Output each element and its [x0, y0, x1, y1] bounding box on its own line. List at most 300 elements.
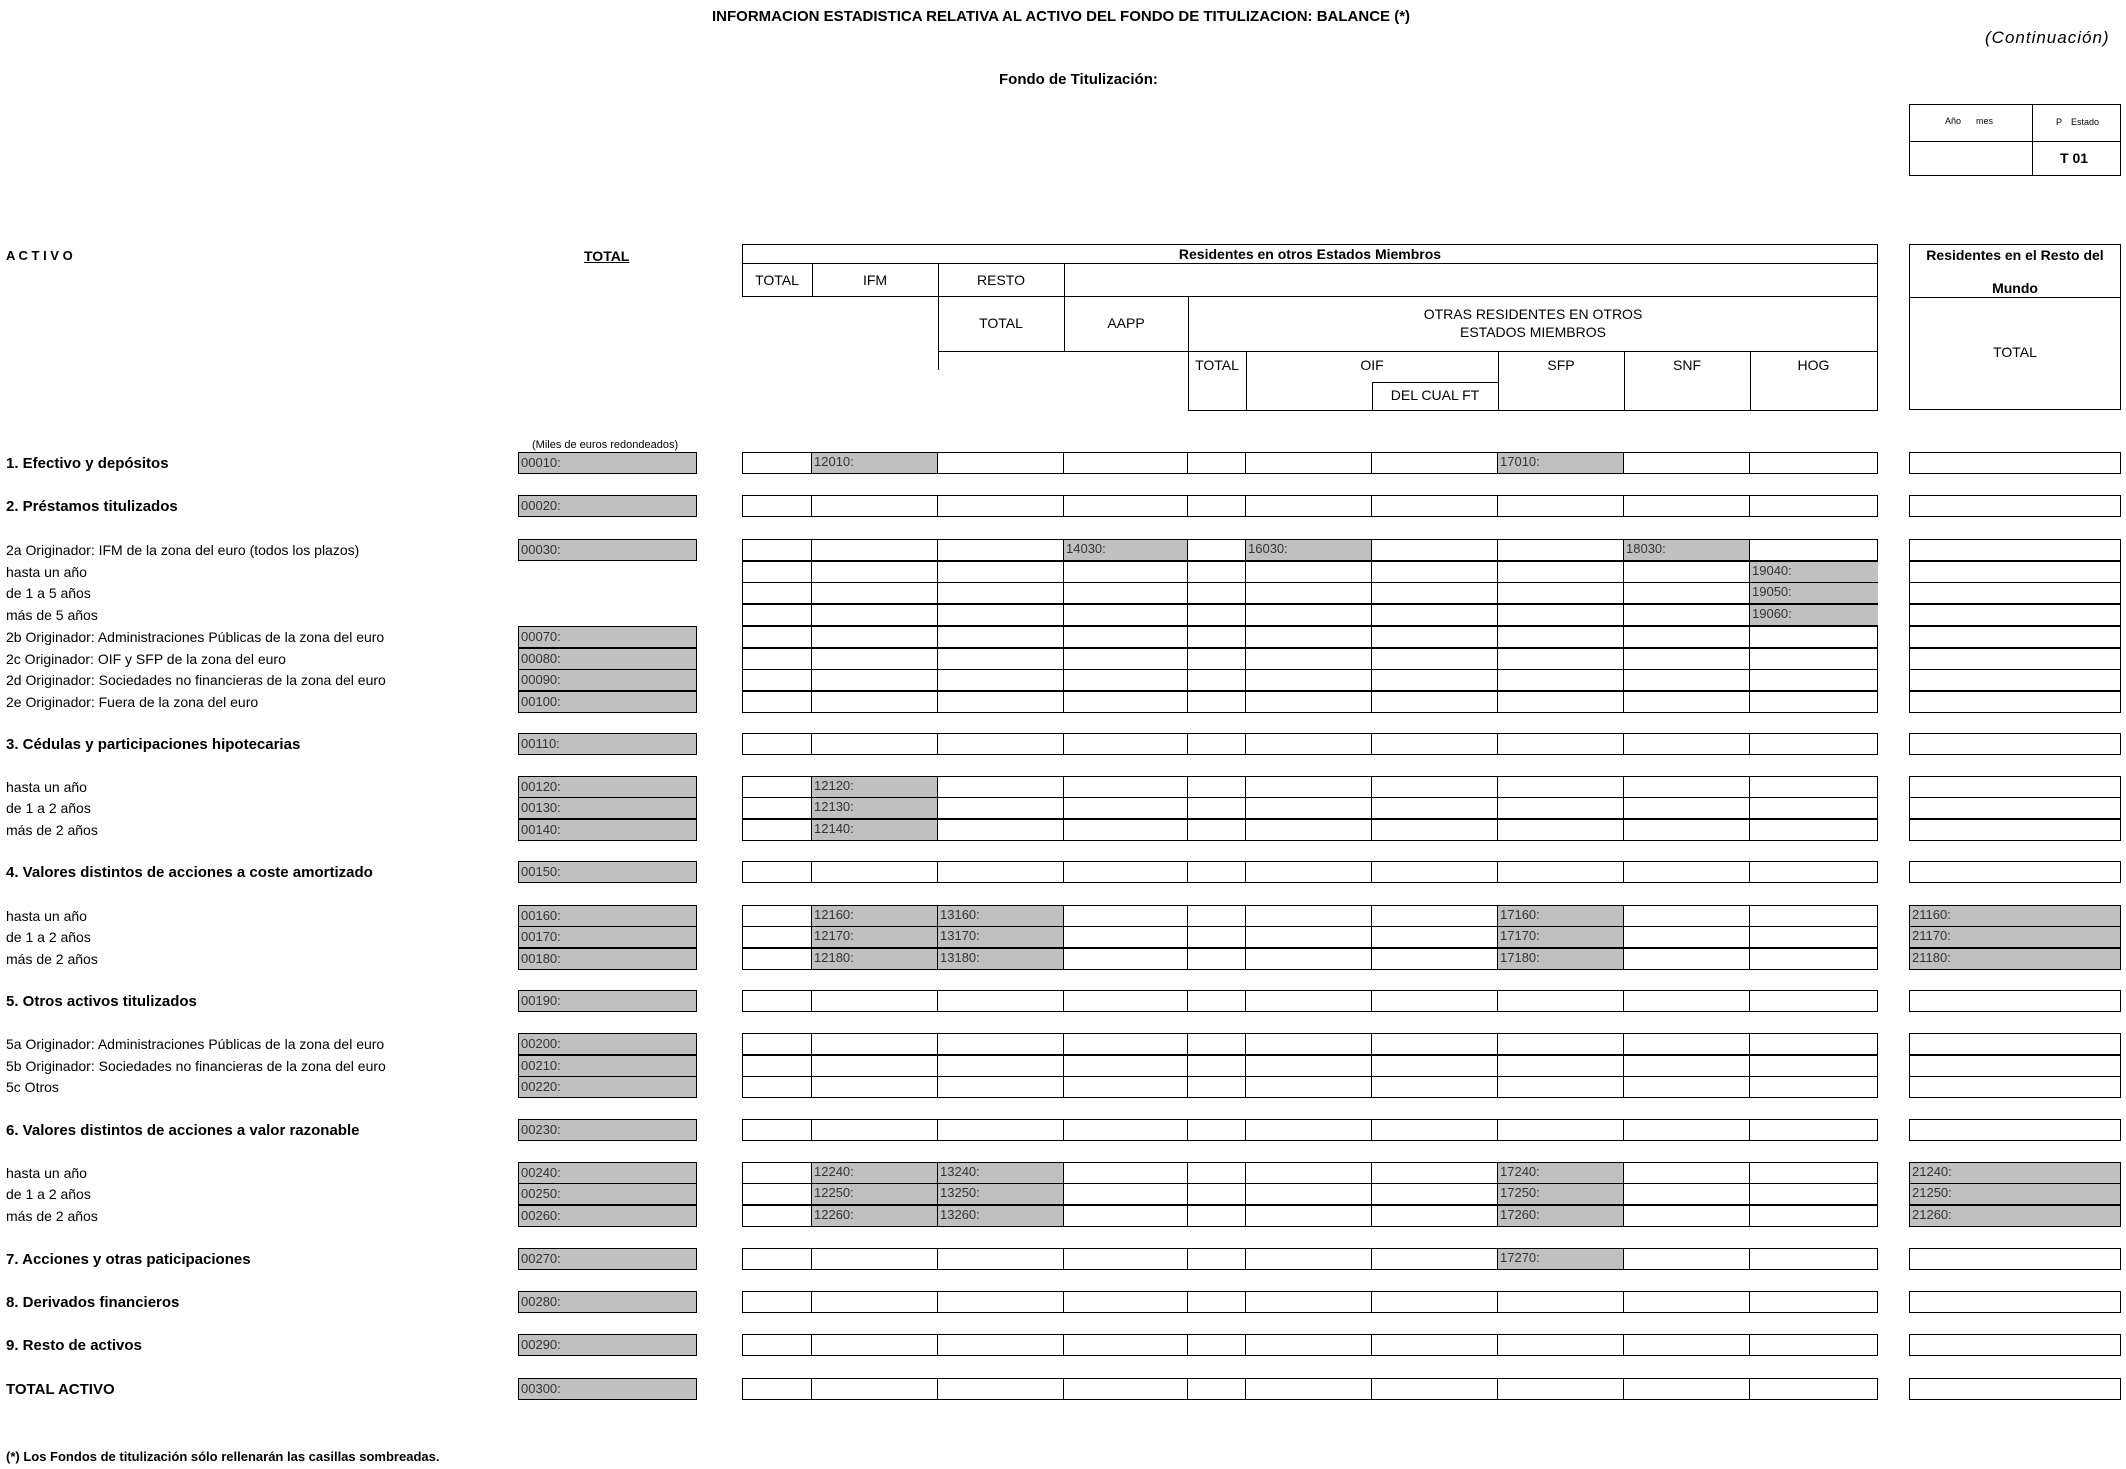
grid-cell	[1624, 692, 1750, 712]
cell-code: 17170:	[1500, 928, 1540, 943]
grid-cell	[1498, 627, 1624, 647]
grid-cell	[1372, 649, 1498, 669]
grid-cell	[938, 862, 1064, 882]
grid-cell	[1498, 1335, 1624, 1355]
rest-world-input[interactable]: 21180:	[1909, 948, 2121, 970]
cell-code: 16030:	[1248, 541, 1288, 556]
grid-cell	[812, 670, 938, 690]
total-code-field[interactable]: 00160:	[518, 905, 697, 927]
grid-cell	[1498, 798, 1624, 818]
grid-cell	[1246, 1335, 1372, 1355]
input-cell[interactable]	[938, 1163, 1064, 1183]
grid-cell	[1372, 627, 1498, 647]
table-row	[742, 1205, 1878, 1227]
input-cell[interactable]	[812, 798, 938, 818]
grid-cell	[938, 991, 1064, 1011]
grid-cell	[1246, 670, 1372, 690]
row-label: más de 5 años	[6, 607, 98, 623]
cell-code: 19060:	[1752, 606, 1792, 621]
grid-cell	[1372, 453, 1498, 473]
rest-world-cell	[1909, 797, 2121, 819]
input-cell[interactable]	[1498, 949, 1624, 969]
row-label: 2d Originador: Sociedades no financieras de la zona del euro	[6, 672, 386, 688]
total-code-field[interactable]: 00280:	[518, 1291, 697, 1313]
grid-cell	[1188, 1034, 1246, 1054]
residentes-header	[742, 244, 1878, 410]
grid-cell	[1750, 734, 1878, 754]
rest-world-input[interactable]: 21250:	[1909, 1183, 2121, 1205]
grid-cell	[1498, 562, 1624, 582]
col-otras-l2: ESTADOS MIEMBROS	[1460, 324, 1606, 340]
total-code-field[interactable]: 00130:	[518, 797, 697, 819]
grid-cell	[812, 627, 938, 647]
grid-cell	[1750, 496, 1878, 516]
grid-cell	[1246, 605, 1372, 625]
cell-code: 12250:	[814, 1185, 854, 1200]
month-label: mes	[1976, 116, 1994, 126]
grid-cell	[1246, 1379, 1372, 1399]
grid-cell	[812, 583, 938, 603]
total-code-field[interactable]: 00190:	[518, 990, 697, 1012]
cell-code: 12180:	[814, 950, 854, 965]
grid-cell	[1372, 1206, 1498, 1226]
grid-cell	[1624, 1292, 1750, 1312]
input-cell[interactable]	[812, 820, 938, 840]
grid-cell	[1750, 1335, 1878, 1355]
grid-cell	[812, 496, 938, 516]
grid-cell	[1498, 649, 1624, 669]
table-row	[742, 926, 1878, 948]
grid-cell	[812, 1249, 938, 1269]
cell-code: 12260:	[814, 1207, 854, 1222]
grid-cell	[1188, 927, 1246, 947]
grid-cell	[1246, 1184, 1372, 1204]
grid-cell	[742, 496, 812, 516]
total-code-field[interactable]: 00300:	[518, 1378, 697, 1400]
grid-cell	[742, 1379, 812, 1399]
input-cell[interactable]	[812, 1184, 938, 1204]
rest-world-cell	[1909, 691, 2121, 713]
input-cell[interactable]	[938, 906, 1064, 926]
grid-cell	[812, 1034, 938, 1054]
grid-cell	[1498, 583, 1624, 603]
grid-cell	[742, 734, 812, 754]
input-cell[interactable]	[1498, 1163, 1624, 1183]
grid-cell	[1188, 1120, 1246, 1140]
row-label: 5b Originador: Sociedades no financieras de la zona del euro	[6, 1058, 386, 1074]
grid-cell	[742, 1206, 812, 1226]
grid-cell	[1498, 1292, 1624, 1312]
grid-cell	[1624, 820, 1750, 840]
table-row	[742, 1291, 1878, 1313]
input-cell[interactable]	[938, 1184, 1064, 1204]
page-title: INFORMACION ESTADISTICA RELATIVA AL ACTIVO DEL FONDO DE TITULIZACION: BALANCE (*)	[712, 8, 1411, 25]
total-code-field[interactable]: 00220:	[518, 1076, 697, 1098]
grid-cell	[742, 1184, 812, 1204]
grid-cell	[1498, 1056, 1624, 1076]
total-code-field[interactable]: 00120:	[518, 776, 697, 798]
cell-code: 12240:	[814, 1164, 854, 1179]
total-code-field[interactable]: 00070:	[518, 626, 697, 648]
grid-cell	[742, 1249, 812, 1269]
total-code-field[interactable]: 00270:	[518, 1248, 697, 1270]
grid-cell	[812, 692, 938, 712]
grid-cell	[938, 798, 1064, 818]
input-cell[interactable]	[1750, 562, 1878, 582]
grid-cell	[1246, 583, 1372, 603]
grid-cell	[1064, 798, 1188, 818]
grid-cell	[1246, 1077, 1372, 1097]
grid-cell	[742, 583, 812, 603]
section-label: 7. Acciones y otras paticipaciones	[6, 1251, 251, 1268]
grid-cell	[742, 798, 812, 818]
grid-cell	[1750, 627, 1878, 647]
input-cell[interactable]	[812, 927, 938, 947]
input-cell[interactable]	[1624, 540, 1750, 560]
table-row	[742, 990, 1878, 1012]
grid-cell	[742, 949, 812, 969]
table-row	[742, 1162, 1878, 1184]
total-code-field[interactable]: 00180:	[518, 948, 697, 970]
grid-cell	[1372, 1379, 1498, 1399]
grid-cell	[1188, 1206, 1246, 1226]
input-cell[interactable]	[812, 1163, 938, 1183]
table-row	[742, 776, 1878, 798]
grid-cell	[1188, 906, 1246, 926]
input-cell[interactable]	[938, 949, 1064, 969]
section-label: 6. Valores distintos de acciones a valor razonable	[6, 1122, 360, 1139]
table-row	[742, 1076, 1878, 1098]
grid-cell	[1372, 583, 1498, 603]
grid-cell	[1188, 453, 1246, 473]
table-row	[742, 604, 1878, 626]
cell-code: 12170:	[814, 928, 854, 943]
col-del-cual-ft: DEL CUAL FT	[1390, 387, 1480, 403]
grid-cell	[1246, 862, 1372, 882]
total-code-field[interactable]: 00090:	[518, 669, 697, 691]
input-cell[interactable]	[1750, 583, 1878, 603]
total-code-field[interactable]: 00110:	[518, 733, 697, 755]
grid-cell	[1246, 1249, 1372, 1269]
col-aapp: AAPP	[1107, 315, 1145, 331]
grid-cell	[1246, 906, 1372, 926]
total-code-field[interactable]: 00260:	[518, 1205, 697, 1227]
grid-cell	[1624, 906, 1750, 926]
grid-cell	[1246, 734, 1372, 754]
row-label: 2b Originador: Administraciones Públicas de la zona del euro	[6, 629, 385, 645]
total-code-field[interactable]: 00080:	[518, 648, 697, 670]
grid-cell	[812, 540, 938, 560]
rest-world-cell	[1909, 776, 2121, 798]
grid-cell	[1498, 820, 1624, 840]
total-code-field[interactable]: 00030:	[518, 539, 697, 561]
grid-cell	[1624, 1335, 1750, 1355]
grid-cell	[1246, 1056, 1372, 1076]
rest-world-cell	[1909, 861, 2121, 883]
grid-cell	[1064, 1335, 1188, 1355]
rest-world-input[interactable]: 21240:	[1909, 1162, 2121, 1184]
table-row	[742, 669, 1878, 691]
grid-cell	[1246, 1206, 1372, 1226]
grid-cell	[1372, 1163, 1498, 1183]
rest-world-cell	[1909, 1291, 2121, 1313]
grid-cell	[1372, 906, 1498, 926]
grid-cell	[1064, 991, 1188, 1011]
total-code-field[interactable]: 00140:	[518, 819, 697, 841]
grid-cell	[1372, 734, 1498, 754]
grid-cell	[1624, 605, 1750, 625]
grid-cell	[742, 627, 812, 647]
grid-cell	[1188, 1163, 1246, 1183]
grid-cell	[1750, 906, 1878, 926]
grid-cell	[1624, 1184, 1750, 1204]
grid-cell	[1750, 1034, 1878, 1054]
col-snf: SNF	[1673, 357, 1701, 373]
grid-cell	[1624, 1034, 1750, 1054]
cell-code: 17160:	[1500, 907, 1540, 922]
grid-cell	[1498, 692, 1624, 712]
grid-cell	[812, 1077, 938, 1097]
grid-cell	[1246, 1120, 1372, 1140]
total-code-field[interactable]: 00240:	[518, 1162, 697, 1184]
grid-cell	[1188, 991, 1246, 1011]
grid-cell	[812, 1292, 938, 1312]
grid-cell	[812, 734, 938, 754]
rest-world-cell	[1909, 1334, 2121, 1356]
grid-cell	[1372, 1292, 1498, 1312]
grid-cell	[1498, 1077, 1624, 1097]
table-row	[742, 1055, 1878, 1077]
cell-code: 17270:	[1500, 1250, 1540, 1265]
grid-cell	[1624, 627, 1750, 647]
grid-cell	[1188, 562, 1246, 582]
continuation-label: (Continuación)	[1985, 28, 2110, 47]
table-row	[742, 626, 1878, 648]
input-cell[interactable]	[1498, 1249, 1624, 1269]
rest-world-cell	[1909, 604, 2121, 626]
grid-cell	[1372, 862, 1498, 882]
section-label: 3. Cédulas y participaciones hipotecarias	[6, 736, 301, 753]
grid-cell	[742, 906, 812, 926]
grid-cell	[1372, 1335, 1498, 1355]
input-cell[interactable]	[812, 777, 938, 797]
grid-cell	[938, 1379, 1064, 1399]
grid-cell	[1750, 1292, 1878, 1312]
p-label: P	[2056, 117, 2063, 127]
row-label: 5a Originador: Administraciones Públicas de la zona del euro	[6, 1036, 385, 1052]
row-label: de 1 a 2 años	[6, 800, 91, 816]
rest-world-input[interactable]: 21170:	[1909, 926, 2121, 948]
total-code-field[interactable]: 00210:	[518, 1055, 697, 1077]
grid-cell	[1750, 862, 1878, 882]
col-ifm: IFM	[862, 272, 888, 288]
grid-cell	[1188, 649, 1246, 669]
state-label: Estado	[2071, 117, 2100, 127]
rest-world-cell	[1909, 539, 2121, 561]
table-row	[742, 582, 1878, 604]
input-cell[interactable]	[812, 1206, 938, 1226]
grid-cell	[1750, 1056, 1878, 1076]
grid-cell	[812, 1120, 938, 1140]
table-row	[742, 948, 1878, 970]
grid-cell	[742, 991, 812, 1011]
input-cell[interactable]	[938, 927, 1064, 947]
grid-cell	[1188, 1077, 1246, 1097]
col-hog: HOG	[1797, 357, 1830, 373]
row-label: de 1 a 2 años	[6, 1186, 91, 1202]
section-label: 5. Otros activos titulizados	[6, 993, 197, 1010]
total-code-field[interactable]: 00150:	[518, 861, 697, 883]
grid-cell	[742, 670, 812, 690]
row-label: más de 2 años	[6, 1208, 98, 1224]
grid-cell	[812, 649, 938, 669]
grid-cell	[1750, 1120, 1878, 1140]
grid-cell	[1064, 453, 1188, 473]
section-label: 2. Préstamos titulizados	[6, 498, 178, 515]
grid-cell	[1064, 605, 1188, 625]
grid-cell	[1188, 862, 1246, 882]
grid-cell	[1064, 734, 1188, 754]
grid-cell	[1188, 1249, 1246, 1269]
grid-cell	[1750, 927, 1878, 947]
cell-code: 12130:	[814, 799, 854, 814]
grid-cell	[812, 1056, 938, 1076]
grid-cell	[1246, 1292, 1372, 1312]
total-code-field[interactable]: 00020:	[518, 495, 697, 517]
grid-cell	[1372, 692, 1498, 712]
grid-cell	[1064, 1206, 1188, 1226]
input-cell[interactable]	[1750, 605, 1878, 625]
grid-cell	[1750, 1184, 1878, 1204]
rest-world-input[interactable]: 21160:	[1909, 905, 2121, 927]
cell-code: 17240:	[1500, 1164, 1540, 1179]
grid-cell	[1246, 1034, 1372, 1054]
row-label: 5c Otros	[6, 1079, 59, 1095]
cell-code: 18030:	[1626, 541, 1666, 556]
cell-code: 17260:	[1500, 1207, 1540, 1222]
row-label: hasta un año	[6, 908, 87, 924]
grid-cell	[1188, 540, 1246, 560]
grid-cell	[1498, 1379, 1624, 1399]
grid-cell	[1188, 583, 1246, 603]
row-label: 2c Originador: OIF y SFP de la zona del euro	[6, 651, 286, 667]
table-row	[742, 452, 1878, 474]
rest-world-input[interactable]: 21260:	[1909, 1205, 2121, 1227]
rest-world-cell	[1909, 495, 2121, 517]
grid-cell	[1372, 1249, 1498, 1269]
input-cell[interactable]	[1498, 1206, 1624, 1226]
cell-code: 13260:	[940, 1207, 980, 1222]
cell-code: 12160:	[814, 907, 854, 922]
grid-cell	[1188, 692, 1246, 712]
table-row	[742, 691, 1878, 713]
total-code-field[interactable]: 00290:	[518, 1334, 697, 1356]
grid-cell	[1372, 949, 1498, 969]
grid-cell	[742, 1335, 812, 1355]
grid-cell	[1188, 1335, 1246, 1355]
grid-cell	[1372, 1034, 1498, 1054]
row-label: de 1 a 5 años	[6, 585, 91, 601]
resto-mundo-header	[1909, 244, 2121, 410]
cell-code: 19040:	[1752, 563, 1792, 578]
input-cell[interactable]	[812, 453, 938, 473]
grid-cell	[1498, 862, 1624, 882]
grid-cell	[938, 496, 1064, 516]
input-cell[interactable]	[1498, 906, 1624, 926]
input-cell[interactable]	[1064, 540, 1188, 560]
grid-cell	[1498, 1120, 1624, 1140]
total-code-field[interactable]: 00250:	[518, 1183, 697, 1205]
rest-world-cell	[1909, 819, 2121, 841]
resto-mundo-total: TOTAL	[1993, 344, 2037, 360]
row-label: 2e Originador: Fuera de la zona del euro	[6, 694, 259, 710]
grid-cell	[1064, 1163, 1188, 1183]
rest-world-cell	[1909, 1055, 2121, 1077]
grid-cell	[1372, 1184, 1498, 1204]
rest-world-cell	[1909, 1076, 2121, 1098]
row-label: más de 2 años	[6, 951, 98, 967]
col-otras-l1: OTRAS RESIDENTES EN OTROS	[1423, 306, 1643, 322]
grid-cell	[1064, 1292, 1188, 1312]
grid-cell	[742, 777, 812, 797]
grid-cell	[742, 540, 812, 560]
grid-cell	[938, 670, 1064, 690]
input-cell[interactable]	[938, 1206, 1064, 1226]
grid-cell	[1750, 453, 1878, 473]
grid-cell	[938, 605, 1064, 625]
col-resto-total: TOTAL	[979, 315, 1023, 331]
grid-cell	[742, 1077, 812, 1097]
total-code-field[interactable]: 00010:	[518, 452, 697, 474]
grid-cell	[1064, 583, 1188, 603]
input-cell[interactable]	[1246, 540, 1372, 560]
total-code-field[interactable]: 00100:	[518, 691, 697, 713]
input-cell[interactable]	[1498, 927, 1624, 947]
grid-cell	[1064, 1034, 1188, 1054]
total-code-field[interactable]: 00200:	[518, 1033, 697, 1055]
rest-world-cell	[1909, 733, 2121, 755]
table-row	[742, 1248, 1878, 1270]
year-label: Año	[1945, 116, 1962, 126]
grid-cell	[1624, 1379, 1750, 1399]
grid-cell	[1064, 927, 1188, 947]
grid-cell	[1064, 692, 1188, 712]
grid-cell	[1750, 670, 1878, 690]
input-cell[interactable]	[1498, 453, 1624, 473]
grid-cell	[1498, 734, 1624, 754]
grid-cell	[1246, 1163, 1372, 1183]
table-row	[742, 1378, 1878, 1400]
section-label: 4. Valores distintos de acciones a coste amortizado	[6, 864, 373, 881]
activo-heading: A C T I V O	[6, 248, 73, 263]
grid-cell	[1188, 1184, 1246, 1204]
total-code-field[interactable]: 00230:	[518, 1119, 697, 1141]
col-total: TOTAL	[755, 272, 799, 288]
grid-cell	[1064, 670, 1188, 690]
grid-cell	[1624, 734, 1750, 754]
grid-cell	[938, 777, 1064, 797]
input-cell[interactable]	[812, 949, 938, 969]
grid-cell	[1188, 949, 1246, 969]
grid-cell	[938, 583, 1064, 603]
rest-world-cell	[1909, 669, 2121, 691]
table-row	[742, 1334, 1878, 1356]
grid-cell	[1750, 540, 1878, 560]
input-cell[interactable]	[812, 906, 938, 926]
grid-cell	[1064, 1077, 1188, 1097]
total-code-field[interactable]: 00170:	[518, 926, 697, 948]
input-cell[interactable]	[1498, 1184, 1624, 1204]
